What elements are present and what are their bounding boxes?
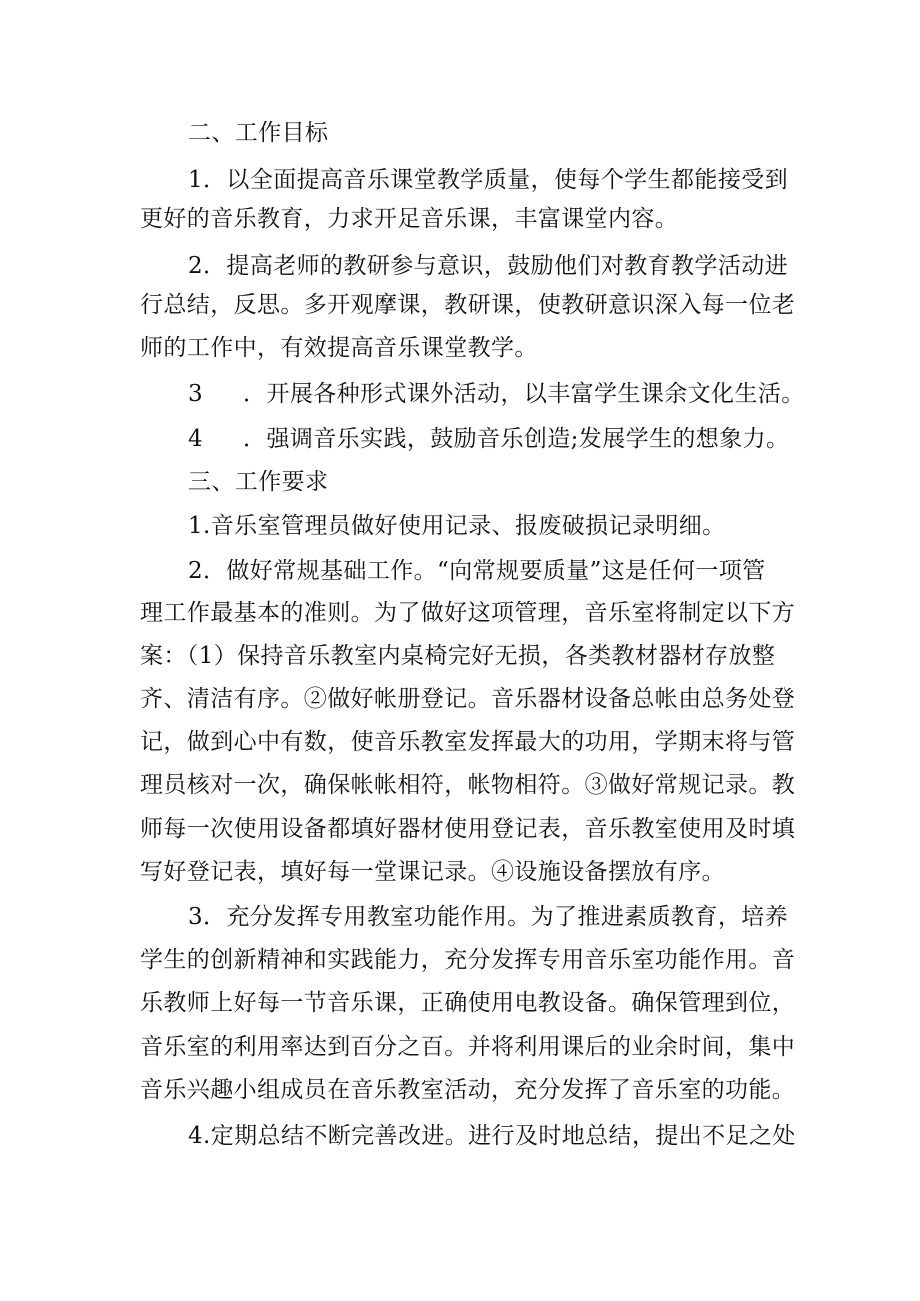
- section-heading-work-requirements: 三、工作要求: [188, 469, 329, 495]
- section-heading-work-goals: 二、工作目标: [188, 120, 329, 146]
- goal-3: [188, 380, 805, 408]
- req-1-line-1: 1.音乐室管理员做好使用记录、报废破损记录明细。: [188, 513, 726, 539]
- req-2-line-3: 案：（1）保持音乐教室内桌椅完好无损，各类教材器材存放整: [140, 643, 776, 669]
- req-2-line-7: 师每一次使用设备都填好器材使用登记表，音乐教室使用及时填: [140, 816, 796, 842]
- req-2-line-8: 写好登记表，填好每一堂课记录。④设施设备摆放有序。: [140, 859, 725, 885]
- req-3-line-1: 3．充分发挥专用教室功能作用。为了推进素质教育，培养: [188, 904, 789, 930]
- req-4-line-1: 4.定期总结不断完善改进。进行及时地总结，提出不足之处: [188, 1123, 796, 1149]
- req-3-line-2: 学生的创新精神和实践能力，充分发挥专用音乐室功能作用。音: [140, 947, 796, 973]
- goal-1-line-1: 1．以全面提高音乐课堂教学质量，使每个学生都能接受到: [188, 167, 789, 193]
- req-3-line-5: 音乐兴趣小组成员在音乐教室活动，充分发挥了音乐室的功能。: [140, 1077, 796, 1103]
- goal-4-text: ．强调音乐实践，鼓励音乐创造;发展学生的想象力。: [243, 426, 790, 452]
- req-2-line-1: 2．做好常规基础工作。“向常规要质量”这是任何一项管: [188, 558, 766, 584]
- goal-4-number: 4: [188, 426, 204, 452]
- req-2-line-4: 齐、清洁有序。②做好帐册登记。音乐器材设备总帐由总务处登: [140, 686, 796, 712]
- req-2-line-2: 理工作最基本的准则。为了做好这项管理，音乐室将制定以下方: [140, 600, 796, 626]
- goal-3-number: 3: [188, 381, 204, 407]
- goal-1-line-2: 更好的音乐教育，力求开足音乐课，丰富课堂内容。: [140, 206, 679, 232]
- goal-2-line-1: 2．提高老师的教研参与意识，鼓励他们对教育教学活动进: [188, 253, 789, 279]
- goal-2-line-2: 行总结，反思。多开观摩课，教研课，使教研意识深入每一位老: [140, 292, 796, 318]
- req-3-line-3: 乐教师上好每一节音乐课，正确使用电教设备。确保管理到位，: [140, 990, 796, 1016]
- req-3-line-4: 音乐室的利用率达到百分之百。并将利用课后的业余时间，集中: [140, 1034, 796, 1060]
- goal-2-line-3: 师的工作中，有效提高音乐课堂教学。: [140, 335, 538, 361]
- req-2-line-6: 理员核对一次，确保帐帐相符，帐物相符。③做好常规记录。教: [140, 772, 796, 798]
- req-2-line-5: 记，做到心中有数，使音乐教室发挥最大的功用，学期末将与管: [140, 729, 796, 755]
- goal-4: [188, 425, 789, 453]
- goal-3-text: ．开展各种形式课外活动，以丰富学生课余文化生活。: [243, 381, 805, 407]
